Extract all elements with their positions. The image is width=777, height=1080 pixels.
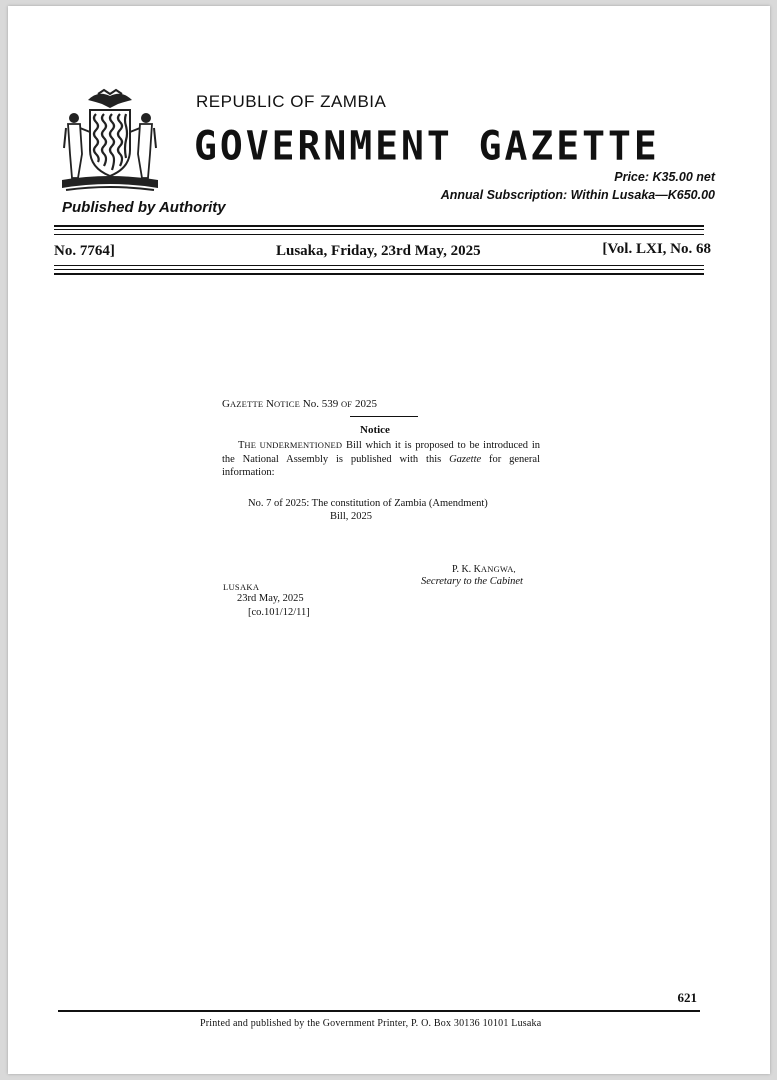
notice-separator (350, 416, 418, 417)
gazette-title: GOVERNMENT GAZETTE (194, 122, 660, 170)
notice-place: LUSAKA (223, 582, 260, 592)
issue-volume: [Vol. LXI, No. 68 (602, 241, 711, 257)
page-number: 621 (677, 990, 697, 1005)
bill-line-continued: Bill, 2025 (330, 511, 373, 522)
masthead-rule-bottom-thin-2 (54, 269, 704, 270)
masthead-rule-bottom-thin (54, 265, 704, 266)
bill-line: No. 7 of 2025: The constitution of Zambia (Amendment) (248, 498, 488, 509)
masthead-rule-top-thin (54, 229, 704, 230)
masthead-rule-top (54, 225, 704, 227)
published-by-label: Published by Authority (62, 199, 226, 216)
masthead-rule-bottom (54, 273, 704, 275)
footer-rule (58, 1010, 700, 1012)
issue-number: No. 7764] (54, 243, 115, 259)
issue-place-date: Lusaka, Friday, 23rd May, 2025 (276, 243, 481, 259)
gazette-notice-heading: GAZETTE NOTICE No. 539 OF 2025 (222, 398, 377, 410)
notice-reference: [co.101/12/11] (248, 607, 310, 618)
notice-body: THE UNDERMENTIONED Bill which it is proposed to be introduced in the National Assembly is published with this Gazette for general information: (222, 440, 541, 478)
signer-title: Secretary to the Cabinet (421, 576, 523, 587)
masthead-rule-top-thin-2 (54, 234, 704, 235)
signer-name: P. K. KANGWA, (452, 564, 516, 575)
notice-title: Notice (360, 424, 390, 436)
republic-label: REPUBLIC OF ZAMBIA (196, 92, 387, 111)
price-label: Price: K35.00 net (614, 170, 715, 184)
notice-date: 23rd May, 2025 (237, 593, 304, 604)
zambia-coat-of-arms-icon (58, 88, 162, 196)
printer-line: Printed and published by the Government Printer, P. O. Box 30136 10101 Lusaka (200, 1018, 542, 1029)
subscription-label: Annual Subscription: Within Lusaka—K650.00 (440, 188, 715, 202)
